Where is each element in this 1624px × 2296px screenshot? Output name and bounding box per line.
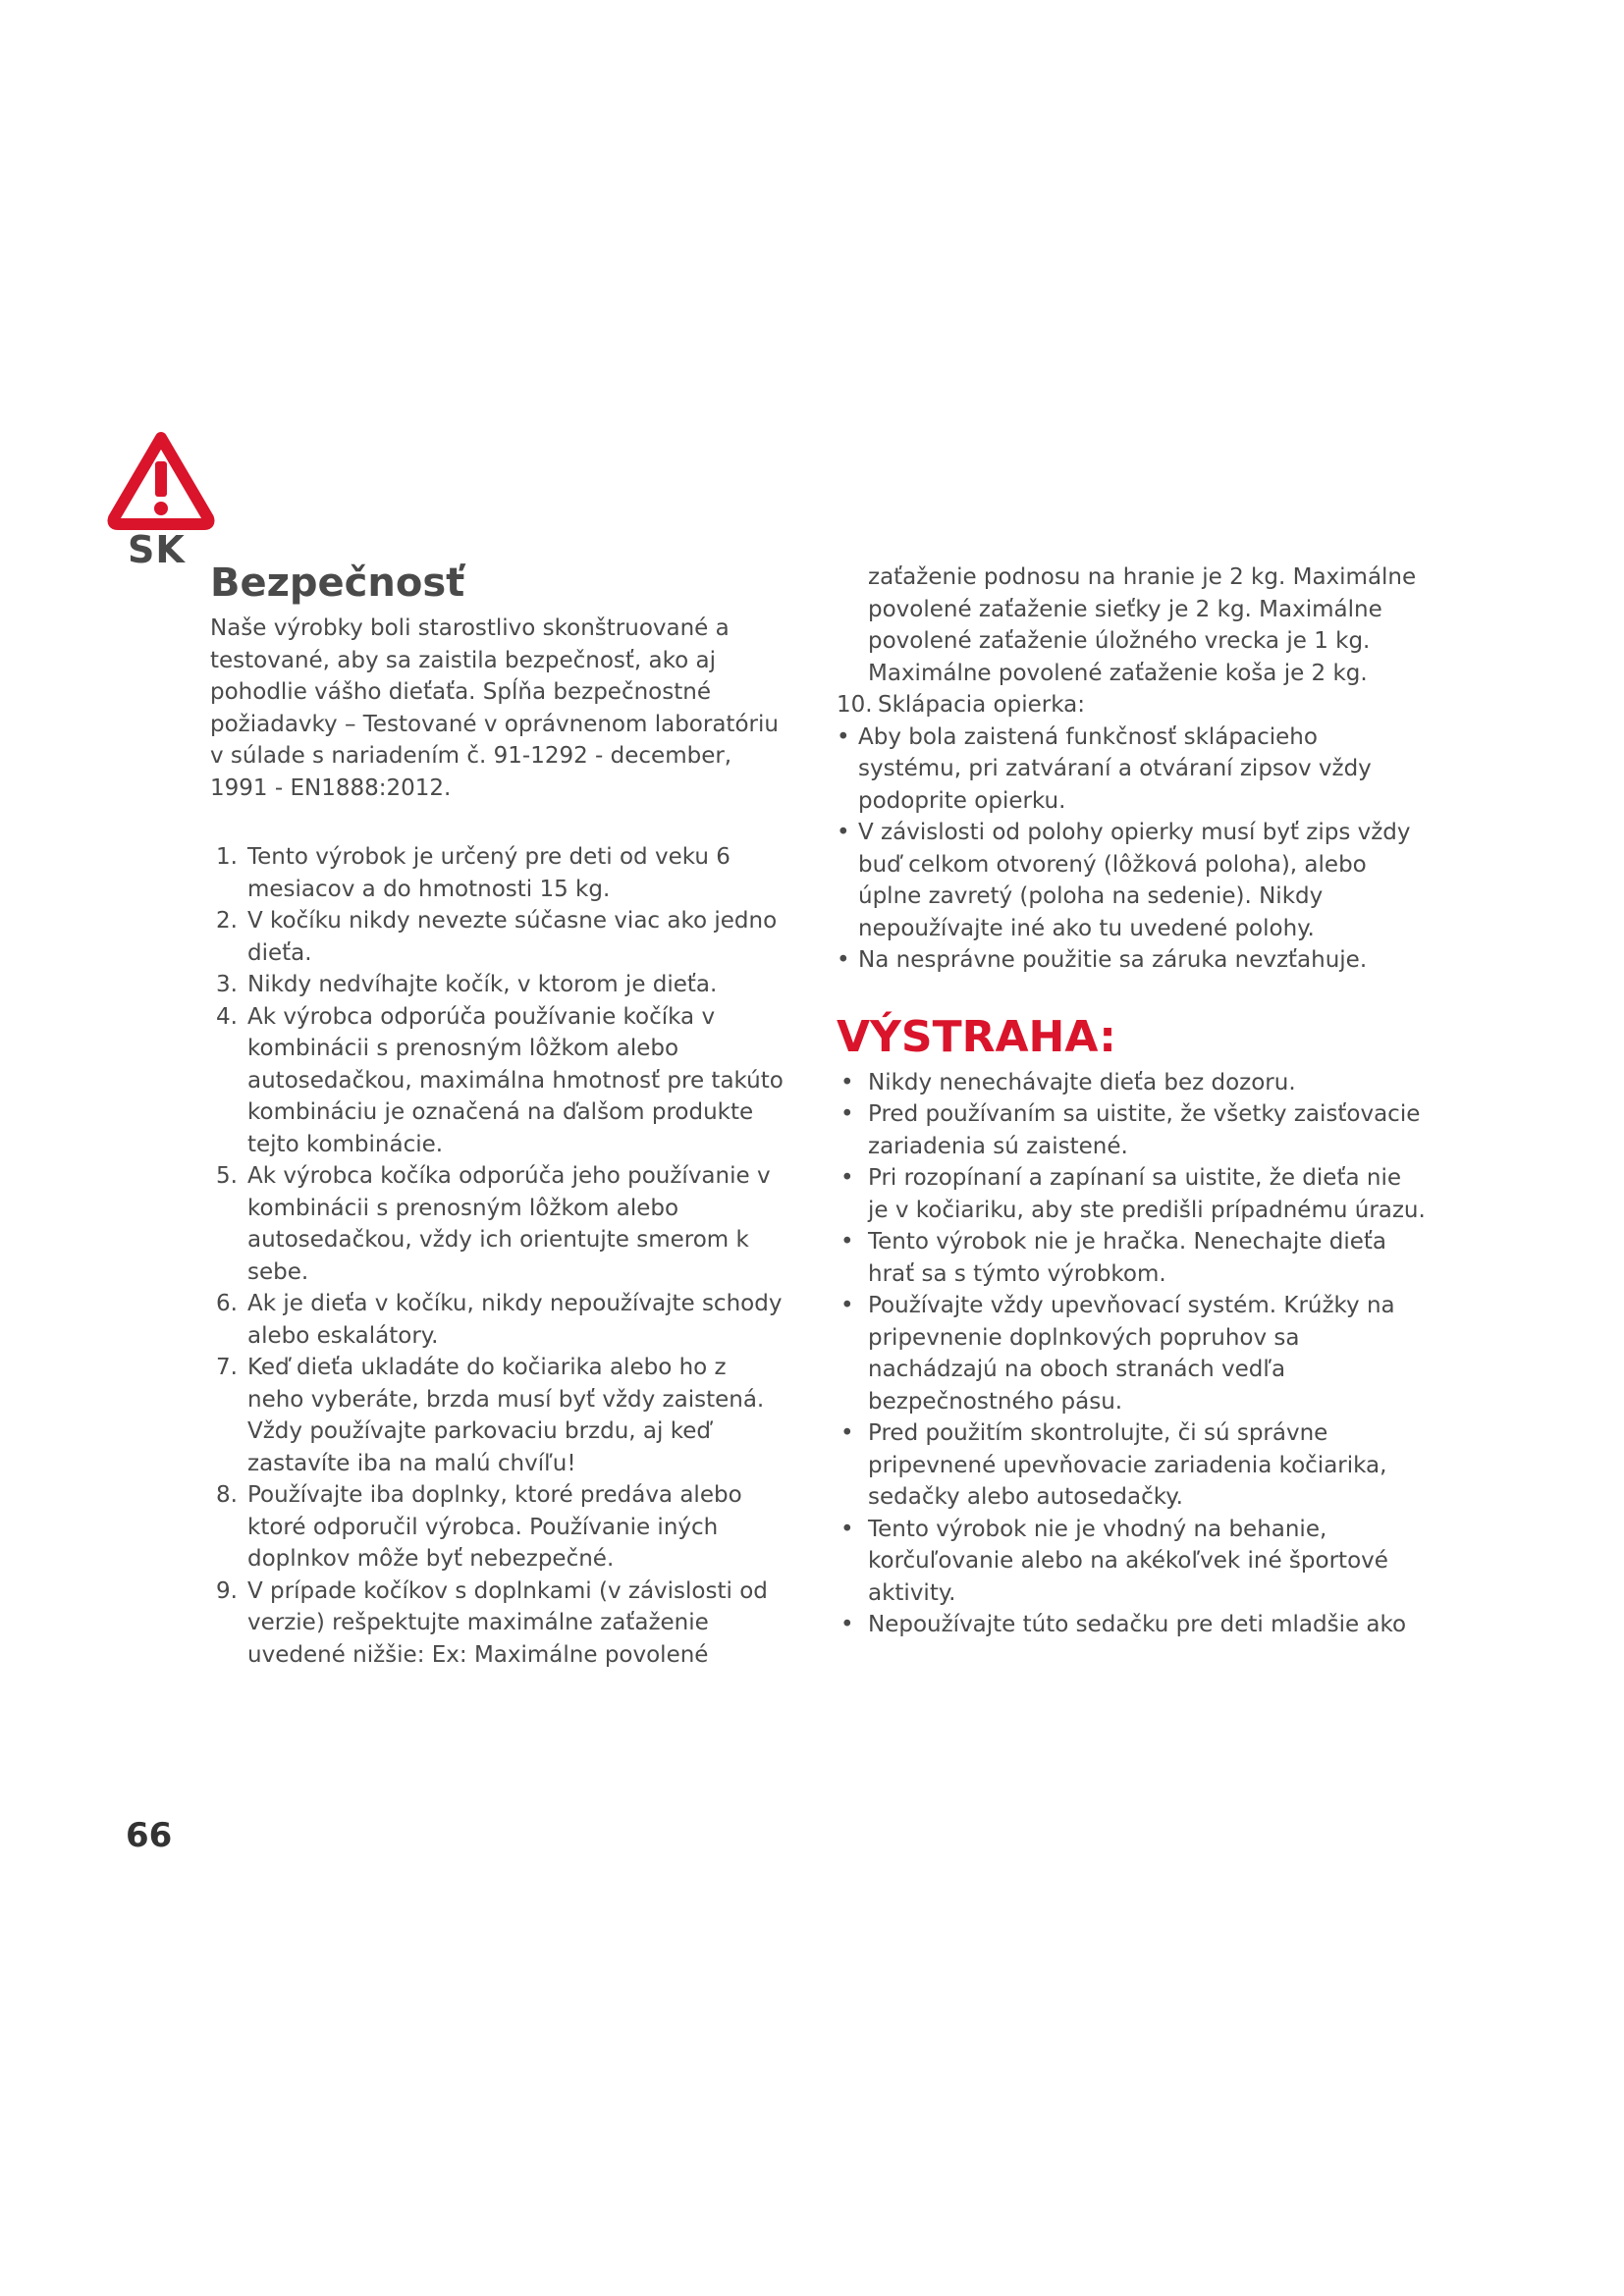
list-item: • Aby bola zaistená funkčnosť sklápacieho systému, pri zatváraní a otváraní zipsov vždy podoprite opierku. <box>837 723 1372 814</box>
list-item: 7. Keď dieťa ukladáte do kočiarika alebo ho z neho vyberáte, brzda musí byť vždy zaistená. Vždy používajte parkovaciu brzdu, aj keď zastavíte iba na malú chvíľu! <box>216 1355 765 1476</box>
list-item: 8. Používajte iba doplnky, ktoré predáva alebo ktoré odporučil výrobca. Používanie iných doplnkov môže byť nebezpečné. <box>216 1482 742 1572</box>
list-item: • Na nesprávne použitie sa záruka nevzťahuje. <box>837 947 1368 973</box>
list-item: • Pred používaním sa uistite, že všetky zaisťovacie zariadenia sú zaistené. <box>840 1101 1421 1159</box>
list-item: 5. Ak výrobca kočíka odporúča jeho používanie v kombinácii s prenosným lôžkom alebo autosedačkou, vždy ich orientujte smerom k sebe. <box>216 1163 771 1285</box>
intro-paragraph: Naše výrobky boli starostlivo skonštruované a testované, aby sa zaistila bezpečnosť, ako aj pohodlie vášho dieťaťa. Spĺňa bezpečnostné požiadavky – Testované v oprávnenom laboratóriu v súlade s nariadením č. 91-1292 - december, 1991 - EN1888:2012. <box>210 615 779 801</box>
list-item: • V závislosti od polohy opierky musí byť zips vždy buď celkom otvorený (lôžková poloha), alebo úplne zavretý (poloha na sedenie). Nikdy nepoužívajte iné ako tu uvedené polohy. <box>837 820 1411 941</box>
list-item: • Nikdy nenechávajte dieťa bez dozoru. <box>840 1069 1296 1095</box>
list-item: • Tento výrobok nie je vhodný na behanie, korčuľovanie alebo na akékoľvek iné športové aktivity. <box>840 1516 1388 1606</box>
list-item: 3. Nikdy nedvíhajte kočík, v ktorom je dieťa. <box>216 972 718 997</box>
list-item: • Pri rozopínaní a zapínaní sa uistite, že dieťa nie je v kočiariku, aby ste predišli prípadnému úrazu. <box>840 1165 1426 1223</box>
warning-title: VÝSTRAHA: <box>837 1011 1116 1062</box>
list-item: 10. Sklápacia opierka: <box>837 692 1085 718</box>
list-item: 9. V prípade kočíkov s doplnkami (v závislosti od verzie) rešpektujte maximálne zaťaženie uvedené nižšie: Ex: Maximálne povolené <box>216 1577 768 1668</box>
list-item: 1. Tento výrobok je určený pre deti od veku 6 mesiacov a do hmotnosti 15 kg. <box>216 844 731 902</box>
warning-triangle-icon <box>106 430 216 530</box>
folding-backrest-list <box>837 721 1426 977</box>
list-item: 4. Ak výrobca odporúča používanie kočíka v kombinácii s prenosným lôžkom alebo autosedačkou, maximálna hmotnosť pre takúto kombináciu je označená na ďalšom produkte tejto kombinácie. <box>216 1003 784 1157</box>
language-code: SK <box>128 528 186 571</box>
page-number: 66 <box>126 1816 173 1855</box>
safety-rules-list <box>210 841 789 1671</box>
list-item: • Používajte vždy upevňovací systém. Krúžky na pripevnenie doplnkových popruhov sa nachádzajú na oboch stranách vedľa bezpečnostného pásu. <box>840 1293 1395 1415</box>
right-column <box>837 561 1426 1641</box>
left-column <box>210 560 789 1671</box>
list-item: 2. V kočíku nikdy nevezte súčasne viac ako jedno dieťa. <box>216 908 778 966</box>
list-item: • Tento výrobok nie je hračka. Nenechajte dieťa hrať sa s týmto výrobkom. <box>840 1229 1387 1287</box>
list-item: • Pred použitím skontrolujte, či sú správne pripevnené upevňovacie zariadenia kočiarika, sedačky alebo autosedačky. <box>840 1420 1387 1510</box>
list-item: 6. Ak je dieťa v kočíku, nikdy nepoužívajte schody alebo eskalátory. <box>216 1291 783 1349</box>
section-title: Bezpečnosť <box>210 561 465 606</box>
rule-9-continued: zaťaženie podnosu na hranie je 2 kg. Maximálne povolené zaťaženie sieťky je 2 kg. Maximálne povolené zaťaženie úložného vrecka je 1 kg. Maximálne povolené zaťaženie koša je 2 kg. <box>868 564 1417 686</box>
warnings-list <box>837 1067 1426 1641</box>
list-item: • Nepoužívajte túto sedačku pre deti mladšie ako <box>840 1612 1407 1637</box>
